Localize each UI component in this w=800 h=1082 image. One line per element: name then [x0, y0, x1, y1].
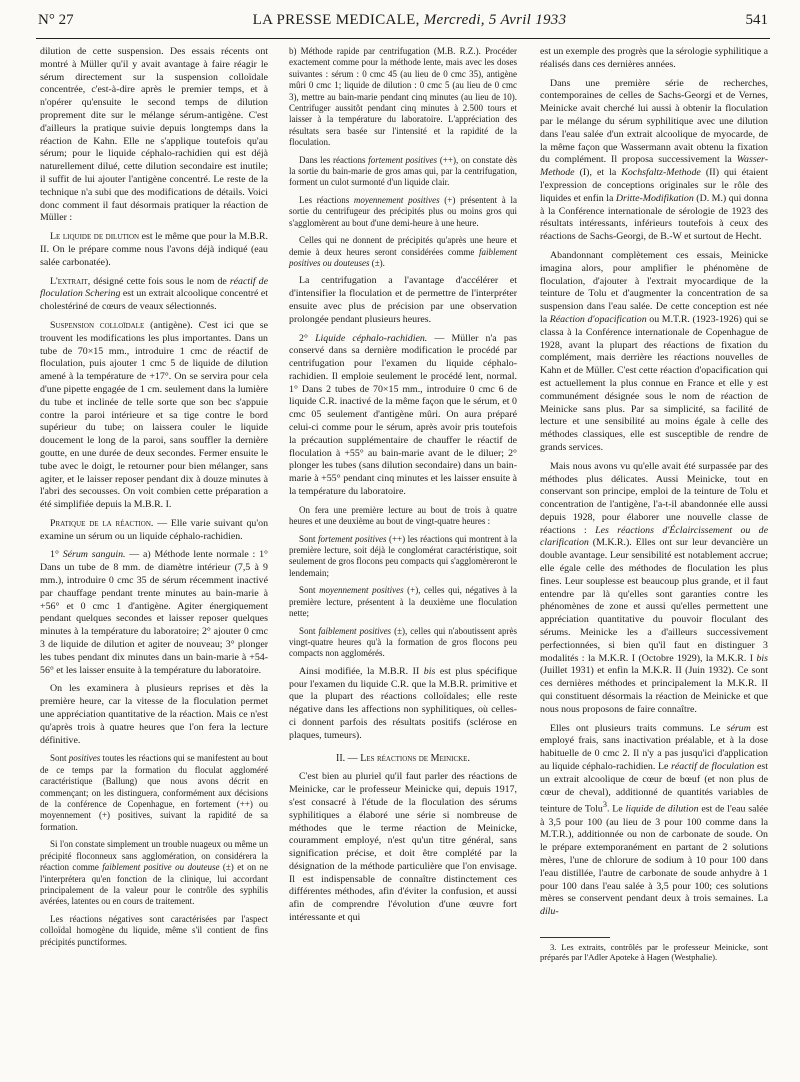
page-header: [38, 12, 768, 36]
issue-number: N° 27: [38, 12, 74, 28]
emphasis: positives: [68, 753, 101, 764]
paragraph-text: (I), et la: [574, 167, 622, 179]
paragraph: [289, 666, 517, 743]
paragraph-text: Les réactions: [299, 194, 354, 205]
emphasis: fortement positives: [368, 154, 438, 165]
emphasis: dilu-: [540, 906, 559, 918]
paragraph-text: Dans une première série de recherches, contemporaines de celles de Sachs-Georgi et de Vernes, Meinicke avait cherché lui aussi à obtenir la floculation par le mélange du sérum syphilitique avec une dilution dans l'eau salée d'un extrait alcoolique de myocarde, de la même façon que Wassermann avait obtenu la fixation du complément. Il proposa successivement la: [540, 77, 768, 166]
paragraph: [540, 250, 768, 455]
paragraph-text: est de l'eau salée à 3,5 pour 100 (au lieu de 3 pour 100 comme dans la M.T.R.), additionnée ou non de carbonate de soude. On le prépare extemporanément en partant de 2 solutions mères, l'une de chlorure de sodium à 10 pour 100 dans l'eau distillée, l'autre de carbonate de soude anhydre à 1 pour 100 dans l'eau salée à 3,5 pour 100; ces solutions mères se conservent pendant deux à trois semaines. La: [540, 803, 768, 905]
paragraph-text: Abandonnant complètement ces essais, Meinicke imagina alors, pour amplifier le phénomène de floculation, d'ajouter à l'extrait myocardique de la teinture de Tolu et d'augmenter la concentration de sa suspension dans l'eau salée. De cette conception est née la: [540, 249, 768, 325]
paragraph-text: (±).: [369, 257, 385, 268]
journal-name: LA PRESSE MEDICALE,: [252, 12, 420, 28]
paragraph-text: — a) Méthode lente normale : 1° Dans un tube de 8 mm. de diamètre intérieur (7,5 à 9 mm.), introduire 0 cmc 35 de sérum récemment inactivé par chauffage pendant trente minutes au bain-marie à +56° et 0 cmc 1 d'antigène. Agiter énergiquement pendant quelques secondes et laisser reposer quelques minutes à la température du laboratoire; 2° ajouter 0 cmc 3 de liquide de dilution et agiter de nouveau; 3° plonger les tubes pendant dix minutes dans un bain-marie à +54-56° et les laisser ensuite à la température du laboratoire.: [40, 549, 268, 676]
paragraph-text: est un extrait alcoolique de cœur de bœuf (et non plus de cœur de cheval), additionné de quantités variables de teinture de Tolu: [540, 761, 768, 815]
emphasis: faiblement positive ou douteuse: [102, 862, 220, 873]
paragraph: [289, 235, 517, 269]
paragraph-text: (++) les réactions qui montrent à la première lecture, soit déjà le conglomérat caractéristique, soit seulement de gros flocons peu compacts qui s'agglomèreront le lendemain;: [289, 533, 517, 578]
emphasis: fortement positives: [318, 533, 387, 544]
run-in-heading: L'extrait,: [50, 275, 91, 287]
paragraph: b) Méthode rapide par centrifugation (M.B. R.Z.). Procéder exactement comme pour la méthode lente, mais avec les doses suivantes : sérum : 0 cmc 45 (au lieu de 0 cmc 35), antigène mûri 0 cmc 1; liquide de dilution : 0 cmc 5 (au lieu de 0 cmc 3), mettre au bain-marie pendant cinq minutes (au lieu de 10). Centrifuger aussitôt pendant cinq minutes à 2.500 tours et laisser à la température du laboratoire. L'appréciation des résultats sera basée sur l'intensité et la rapidité de la floculation.: [289, 46, 517, 148]
run-in-heading: Pratique de la réaction.: [50, 517, 154, 529]
paragraph: [289, 626, 517, 660]
emphasis: Wasser-Methode: [540, 154, 768, 179]
paragraph-text: 1°: [50, 549, 63, 561]
emphasis: moyennement positives: [319, 585, 404, 596]
paragraph-text: est le même que pour la M.B.R. II. On le prépare comme nous l'avons déjà indiqué (eau salée carbonatée).: [40, 231, 268, 268]
paragraph-text: Elles ont plusieurs traits communs. Le: [550, 722, 727, 734]
paragraph: est un exemple des progrès que la sérologie syphilitique a réalisés dans ces dernières années.: [540, 46, 768, 70]
paragraph: [289, 155, 517, 189]
emphasis: Liquide céphalo-rachidien.: [315, 332, 428, 344]
paragraph: [540, 78, 768, 244]
footnote-rule: [540, 937, 610, 938]
paragraph-text: (±), celles qui n'aboutissent après vingt-quatre heures qu'à la formation de gros flocons peu compacts non agglomérés.: [289, 625, 517, 659]
emphasis: Réaction d'opacification: [549, 313, 647, 325]
run-in-heading: Suspension colloïdale: [50, 319, 145, 331]
paragraph: [40, 231, 268, 269]
paragraph-text: Celles qui ne donnent de précipités qu'après une heure et demie à deux heures seront considérées comme: [289, 235, 517, 257]
paragraph: [289, 585, 517, 619]
paragraph-text: toutes les réactions qui se manifestent au bout de ce temps par la formation du floculat aggloméré caractéristique (Ballung) que nous avons décrit en commençant; on les distinguera, conformément aux décisions de la conférence de Copenhague, en fortement (++) ou moyennement (+) positives, suivant la rapidité de sa formation.: [40, 753, 268, 832]
section-title: Les réactions de Meinicke.: [360, 752, 470, 764]
paragraph-text: (±) et on ne l'interprétera qu'en fonction de la clinique, lui accordant principalement de la valeur pour le contrôle des syphilis avérées, latentes ou en cours de traitement.: [40, 862, 268, 907]
paragraph-text: (antigène). C'est ici que se trouvent les modifications les plus importantes. Dans un tube de 70×15 mm., introduire 1 cmc de réactif de floculation, puis ajouter 1 cmc 5 de liquide de dilution amené à la température de +17°. On se servira pour cela d'une pipette engagée de 1 cm. seulement dans la lumière du tube et inclinée de telle sorte que son bec s'appuie contre la paroi intérieure et sa tige contre le bord supérieur du tube; on laissera couler le liquide doucement le long de la paroi, sans souffler la dernière goutte, en une durée de deux secondes. Fermer ensuite le tube avec le doigt, le retourner pour bien mélanger, sans agiter, et le laisser reposer pendant dix à douze minutes à l'abri des secousses. On voit combien cette préparation a été simplifiée depuis la M.B.R. I.: [40, 319, 269, 511]
page-number: 541: [745, 12, 768, 28]
paragraph-text: est plus spécifique pour l'examen du liquide C.R. que la M.B.R. primitive et que la plupart des réactions colloïdales; elle reste négative dans les affections non syphilitiques, où celles-ci donnent parfois des résultats positifs (sclérose en plaques, tumeurs).: [289, 665, 517, 741]
run-in-heading: Le liquide de dilution: [50, 231, 140, 243]
header-rule: [36, 38, 770, 39]
paragraph: [40, 518, 268, 544]
paragraph: Les réactions négatives sont caractérisées par l'aspect colloïdal homogène du liquide, même s'il contient de fins précipités punctiformes.: [40, 913, 268, 947]
paragraph-text: — Elle varie suivant qu'on examine un sérum ou un liquide céphalo-rachidien.: [40, 517, 269, 542]
footnote: 3. Les extraits, contrôlés par le professeur Meinicke, sont préparés par l'Adler Apoteke à Hagen (Westphalie).: [540, 941, 768, 963]
paragraph: La centrifugation a l'avantage d'accélérer et d'intensifier la floculation et de permettre de l'interpréter ensuite avec plus de précision par une observation prolongée pendant plusieurs heures.: [289, 275, 517, 325]
emphasis: liquide de dilution: [625, 803, 699, 815]
emphasis: Kochsfaltz-Methode: [621, 167, 701, 179]
paragraph: [40, 320, 268, 512]
paragraph-text: Sont: [50, 753, 69, 764]
paragraph-text: ou M.T.R. (1923-1926) qui se classa à la Conférence internationale de Copenhague de 1928, avant la plupart des réactions de fixation du complément, mais derrière les réactions nouvelles de Kahn et de Müller. C'est cette réaction d'opacification qui est actuellement la plus connue en France et elle y est communément désignée sous le nom de réaction de Meinicke sans plus. Par sa simplicité, sa facilité de lecture et une sensibilité au moins égale à celle des méthodes classiques, elle est susceptible de rendre de grands services.: [540, 313, 768, 453]
paragraph-text: est employé frais, sans inactivation préalable, et à la dose habituelle de 0 cmc 2. Il n'y a pas jusqu'ici d'application au liquide céphalo-rachidien. Le: [540, 722, 768, 773]
paragraph-text: est un extrait alcoolique concentré et cholestériné de cœurs de veaux sélectionnés.: [40, 288, 268, 313]
paragraph: [40, 839, 268, 907]
emphasis: bis: [756, 652, 768, 664]
paragraph-text: (M.K.R.). Elles ont sur leur devancière un double avantage. Leur sensibilité est notablement accrue; elle égale celle des méthodes de floculation les plus fines. Leur souplesse est beaucoup plus grande, et il faut entendre par là qu'elles sont garanties contre les phénomènes de zone et aussi qu'elles permettent une appréciation quantitative du pouvoir floculant des sérums. Meinicke les a d'ailleurs successivement perfectionnées, si bien qu'il faut en distinguer 3 modalités : la M.K.R. I (Octobre 1929), la M.K.R. I: [540, 537, 768, 664]
paragraph-text: (++), on constate dès la sortie du bain-marie de gros amas qui, par la centrifugation, forment un culot surmonté d'un liquide clair.: [289, 154, 517, 188]
footnote-marker: 3: [602, 800, 607, 810]
paragraph: [40, 549, 268, 677]
paragraph-text: Si l'on constate simplement un trouble nuageux ou même un précipité floconneux sans agglomération, on considérera la réaction comme: [40, 839, 268, 873]
paragraph: On fera une première lecture au bout de trois à quatre heures et une deuxième au bout de vingt-quatre heures :: [289, 504, 517, 527]
emphasis: faiblement positives ou douteuses: [289, 246, 517, 268]
paragraph-text: Mais nous avons vu qu'elle avait été surpassée par des méthodes plus délicates. Aussi Meinicke, tout en conservant son principe, emploi de la teinture de Tolu et concentration de l'antigène, l'a-t-il abandonnée elle aussi depuis 1928, pour élaborer une nouvelle classe de réactions :: [540, 460, 768, 536]
paragraph: [289, 195, 517, 229]
paragraph-text: désigné cette fois sous le nom de: [90, 275, 230, 287]
section-heading: [289, 753, 517, 766]
paragraph-text: Ainsi modifiée, la M.B.R. II: [299, 665, 424, 677]
section-number: II. —: [336, 752, 361, 764]
paragraph-text: (II) qui étaient l'expression de conceptions originales sur le rôle des liquides et enfin la: [540, 167, 769, 204]
paragraph-text: Sont: [299, 533, 318, 544]
emphasis: Sérum sanguin.: [62, 549, 126, 561]
issue-date: Mercredi, 5 Avril 1933: [423, 12, 567, 28]
column-1: [40, 46, 268, 1076]
paragraph-text: (Juillet 1931) et enfin la M.K.R. II (Juin 1932). Ce sont ces dernières méthodes et principalement la M.K.R. II qui constituent désormais la réaction de Meinicke et que nous nous proposons de faire connaître.: [540, 665, 768, 715]
paragraph: [40, 753, 268, 833]
paragraph-text: Sont: [299, 625, 319, 636]
paragraph: [289, 534, 517, 580]
emphasis: réactif de floculation: [671, 761, 755, 773]
paragraph-text: (+), celles qui, négatives à la première lecture, présentent à la deuxième une floculation nette;: [289, 585, 517, 619]
emphasis: Dritte-Modifikation: [615, 192, 694, 204]
emphasis: bis: [423, 665, 436, 677]
paragraph-text: 2°: [299, 332, 316, 344]
paragraph: [540, 723, 768, 919]
emphasis: faiblement positives: [318, 625, 392, 636]
paragraph: C'est bien au pluriel qu'il faut parler des réactions de Meinicke, car le professeur Meinicke qui, depuis 1917, s'est consacré à l'étude de la floculation des sérums syphilitiques a élaboré une série si nombreuse de méthodes que le terme réaction de Meinicke, couramment employé, n'est qu'un titre général, sans signification précise, et doit être complété par la désignation de la méthode particulière que l'on envisage. Il est indispensable de connaître distinctement ces différentes méthodes, afin d'éviter la confusion, et aussi afin de comprendre l'évolution d'une œuvre fort intéressante et qui: [289, 771, 517, 924]
paragraph: [540, 461, 768, 717]
paragraph: dilution de cette suspension. Des essais récents ont montré à Müller qu'il y avait avantage à faire réagir le sérum directement sur la suspension colloïdale concentrée, c'est-à-dire après le premier temps, et à n'opérer qu'ensuite le second temps de dilution proprement dite sur le mélange sérum-antigène. C'est d'ailleurs la pratique suivie depuis longtemps dans la réaction de Kahn. Elle ne s'applique toutefois qu'au sérum; pour le liquide céphalo-rachidien qui est déjà naturellement dilué, cette dilution secondaire est inutile; il suffit de lui ajouter l'antigène concentré. Le reste de la technique n'a subi que des modifications de détails. Voici donc comment il faut désormais pratiquer la réaction de Müller :: [40, 46, 268, 224]
column-2: [289, 46, 517, 1076]
paragraph-text: Sont: [299, 585, 320, 596]
emphasis: moyennement positives: [353, 194, 440, 205]
paragraph-text: (D. M.) qui donna à la Conférence internationale de sérologie de 1923 des résultats intéressants, inférieurs toutefois à ceux des réactions de Sachs-Georgi, de B.-W et surtout de Hecht.: [540, 192, 768, 243]
paragraph-text: . Le: [606, 803, 626, 815]
column-3: [540, 46, 768, 1076]
paragraph-text: (+) présentent à la sortie du centrifugeur des précipités plus ou moins gros qui s'agglomèrent au bout d'une demi-heure à une heure.: [289, 194, 517, 228]
emphasis: Les réactions d'Éclaircissement ou de clarification: [540, 524, 769, 549]
emphasis: sérum: [726, 722, 751, 734]
running-title: [74, 12, 746, 29]
paragraph-text: — Müller n'a pas conservé dans sa dernière modification le procédé par centrifugation pour l'examen du liquide céphalo-rachidien. Il emploie seulement le procédé lent, normal. 1° Dans 2 tubes de 70×15 mm., introduire 0 cmc 6 de liquide C.R. inactivé de la même façon que le sérum, et 0 cmc 05 seulement d'antigène mûri. On aura préparé celui-ci comme pour le sérum, après avoir pris toutefois la précaution supplémentaire de chauffer le réactif de floculation à +55° au bain-marie avant de le diluer; 2° plonger les tubes (sans dilution secondaire) dans un bain-marie à +55° pendant cinq minutes et les laisser ensuite à la température du laboratoire.: [289, 332, 517, 498]
paragraph: [40, 276, 268, 314]
paragraph: [289, 333, 517, 499]
paragraph: On les examinera à plusieurs reprises et dès la première heure, car la vitesse de la floculation permet une appréciation quantitative de la réaction. Mais ce n'est qu'après trois à quatre heures que l'on fera la lecture définitive.: [40, 683, 268, 746]
emphasis: réactif de floculation Schering: [40, 275, 268, 300]
paragraph-text: Dans les réactions: [299, 154, 369, 165]
